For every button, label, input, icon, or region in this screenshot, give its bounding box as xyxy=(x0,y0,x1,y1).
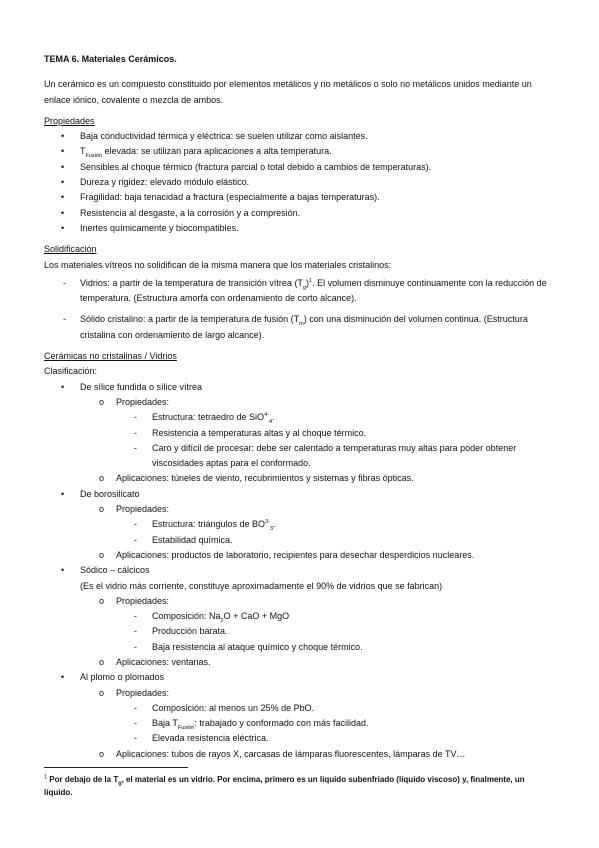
sublist-item: o Propiedades: xyxy=(44,502,554,517)
footnote: $^1$ Por debajo de la $T_g$, el material es un vidrio. Por encima, primero es un líquido subenfriado (líquido viscoso) y, finalmente, un líquido. xyxy=(44,774,525,797)
sublist-item: - Composición: al menos un 25% de PbO. xyxy=(44,701,554,716)
list-item-silice: • De sílice fundida o sílice vítrea xyxy=(44,380,554,395)
section-heading-ceramicas: Cerámicas no cristalinas / Vidrios xyxy=(44,351,177,362)
footnote-divider xyxy=(44,767,188,768)
solidificacion-intro: Los materiales vítreos no solidifican de la misma manera que los materiales cristalinos: xyxy=(44,259,392,270)
section-heading-solidificacion: Solidificación xyxy=(44,244,97,255)
list-item: • Resistencia al desgaste, a la corrosión y a compresión. xyxy=(44,206,554,221)
list-item-plomo: • Al plomo o plomados xyxy=(44,670,554,685)
sublist-item: o Aplicaciones: ventanas. xyxy=(44,655,554,670)
sublist-item: - Estructura: tetraedro de SiO$^{4-}_4$. xyxy=(44,410,554,425)
list-item-solido-cristalino: - Sólido cristalino: a partir de la temperatura de fusión $(T_m)$ con una disminución del volumen continua. (Estructura cristalina con ordenamiento de largo alcance). xyxy=(44,312,554,343)
list-item: • $T_{Fusión}$ elevada: se utilizan para aplicaciones a alta temperatura. xyxy=(44,144,554,159)
propiedades-list xyxy=(44,129,554,236)
sublist-item: o Propiedades: xyxy=(44,594,554,609)
sublist-item: - Estructura: triángulos de $BO^{3-}_3$. xyxy=(44,517,554,532)
sublist-item: - Producción barata. xyxy=(44,624,554,639)
list-item: • Sensibles al choque térmico (fractura parcial o total debido a cambios de temperaturas). xyxy=(44,160,554,175)
sublist-item: - Elevada resistencia eléctrica. xyxy=(44,731,554,746)
sublist-item: - Baja $T_{Fusión}$: trabajado y conformado con más facilidad. xyxy=(44,716,554,731)
clasificacion-label: Clasificación: xyxy=(44,366,98,377)
section-heading-propiedades: Propiedades xyxy=(44,115,95,126)
list-item: • Baja conductividad térmica y eléctrica: se suelen utilizar como aislantes. xyxy=(44,129,554,144)
sublist-item: o Aplicaciones: túneles de viento, recubrimientos y sistemas y fibras ópticas. xyxy=(44,471,554,486)
document-title: TEMA 6. Materiales Cerámicos. xyxy=(44,54,177,64)
footnote-ref[interactable]: 1 xyxy=(309,277,313,284)
intro-paragraph: Un cerámico es un compuesto constituido por elementos metálicos y no metálicos o solo no metálicos unidos mediante un enlace iónico, covalente o mezcla de ambos. xyxy=(44,79,532,105)
list-item: • Fragilidad: baja tenacidad a fractura (especialmente a bajas temperaturas). xyxy=(44,190,554,205)
footnote-marker: 1 xyxy=(44,774,48,781)
sodico-note: (Es el vidrio más corriente, constituye aproximadamente el 90% de vidrios que se fabrican) xyxy=(80,580,443,591)
sublist-item: - Baja resistencia al ataque químico y choque térmico. xyxy=(44,640,554,655)
sublist-item: o Aplicaciones: productos de laboratorio, recipientes para desechar desperdicios nucleares. xyxy=(44,548,554,563)
sublist-item: - Resistencia a temperaturas altas y al choque térmico. xyxy=(44,426,554,441)
sublist-item: o Aplicaciones: tubos de rayos X, carcasas de lámparas fluorescentes, lámparas de TV… xyxy=(44,747,554,762)
list-item-sodico: • Sódico – cálcicos xyxy=(44,563,554,578)
sublist-item: o Propiedades: xyxy=(44,686,554,701)
list-item-vidrios: - Vidrios: a partir de la temperatura de transición vítrea $(T_g)^1$. El volumen disminuye continuamente con la reducción de temperatura. (Estructura amorfa con ordenamiento de corto alcance). xyxy=(44,276,554,307)
sublist-item: o Propiedades: xyxy=(44,395,554,410)
sublist-item: - Composición: $Na_2O$ + CaO + MgO xyxy=(44,609,554,624)
list-item-borosilicato: • De borosilicato xyxy=(44,487,554,502)
list-item: • Dureza y rigidez: elevado módulo elástico. xyxy=(44,175,554,190)
list-item: • Inertes químicamente y biocompatibles. xyxy=(44,221,554,236)
sublist-item: - Caro y difícil de procesar: debe ser calentado a temperaturas muy altas para poder obtener viscosidades aptas para el conformado. xyxy=(44,441,554,472)
sublist-item: - Estabilidad química. xyxy=(44,533,554,548)
document-page xyxy=(44,52,554,762)
